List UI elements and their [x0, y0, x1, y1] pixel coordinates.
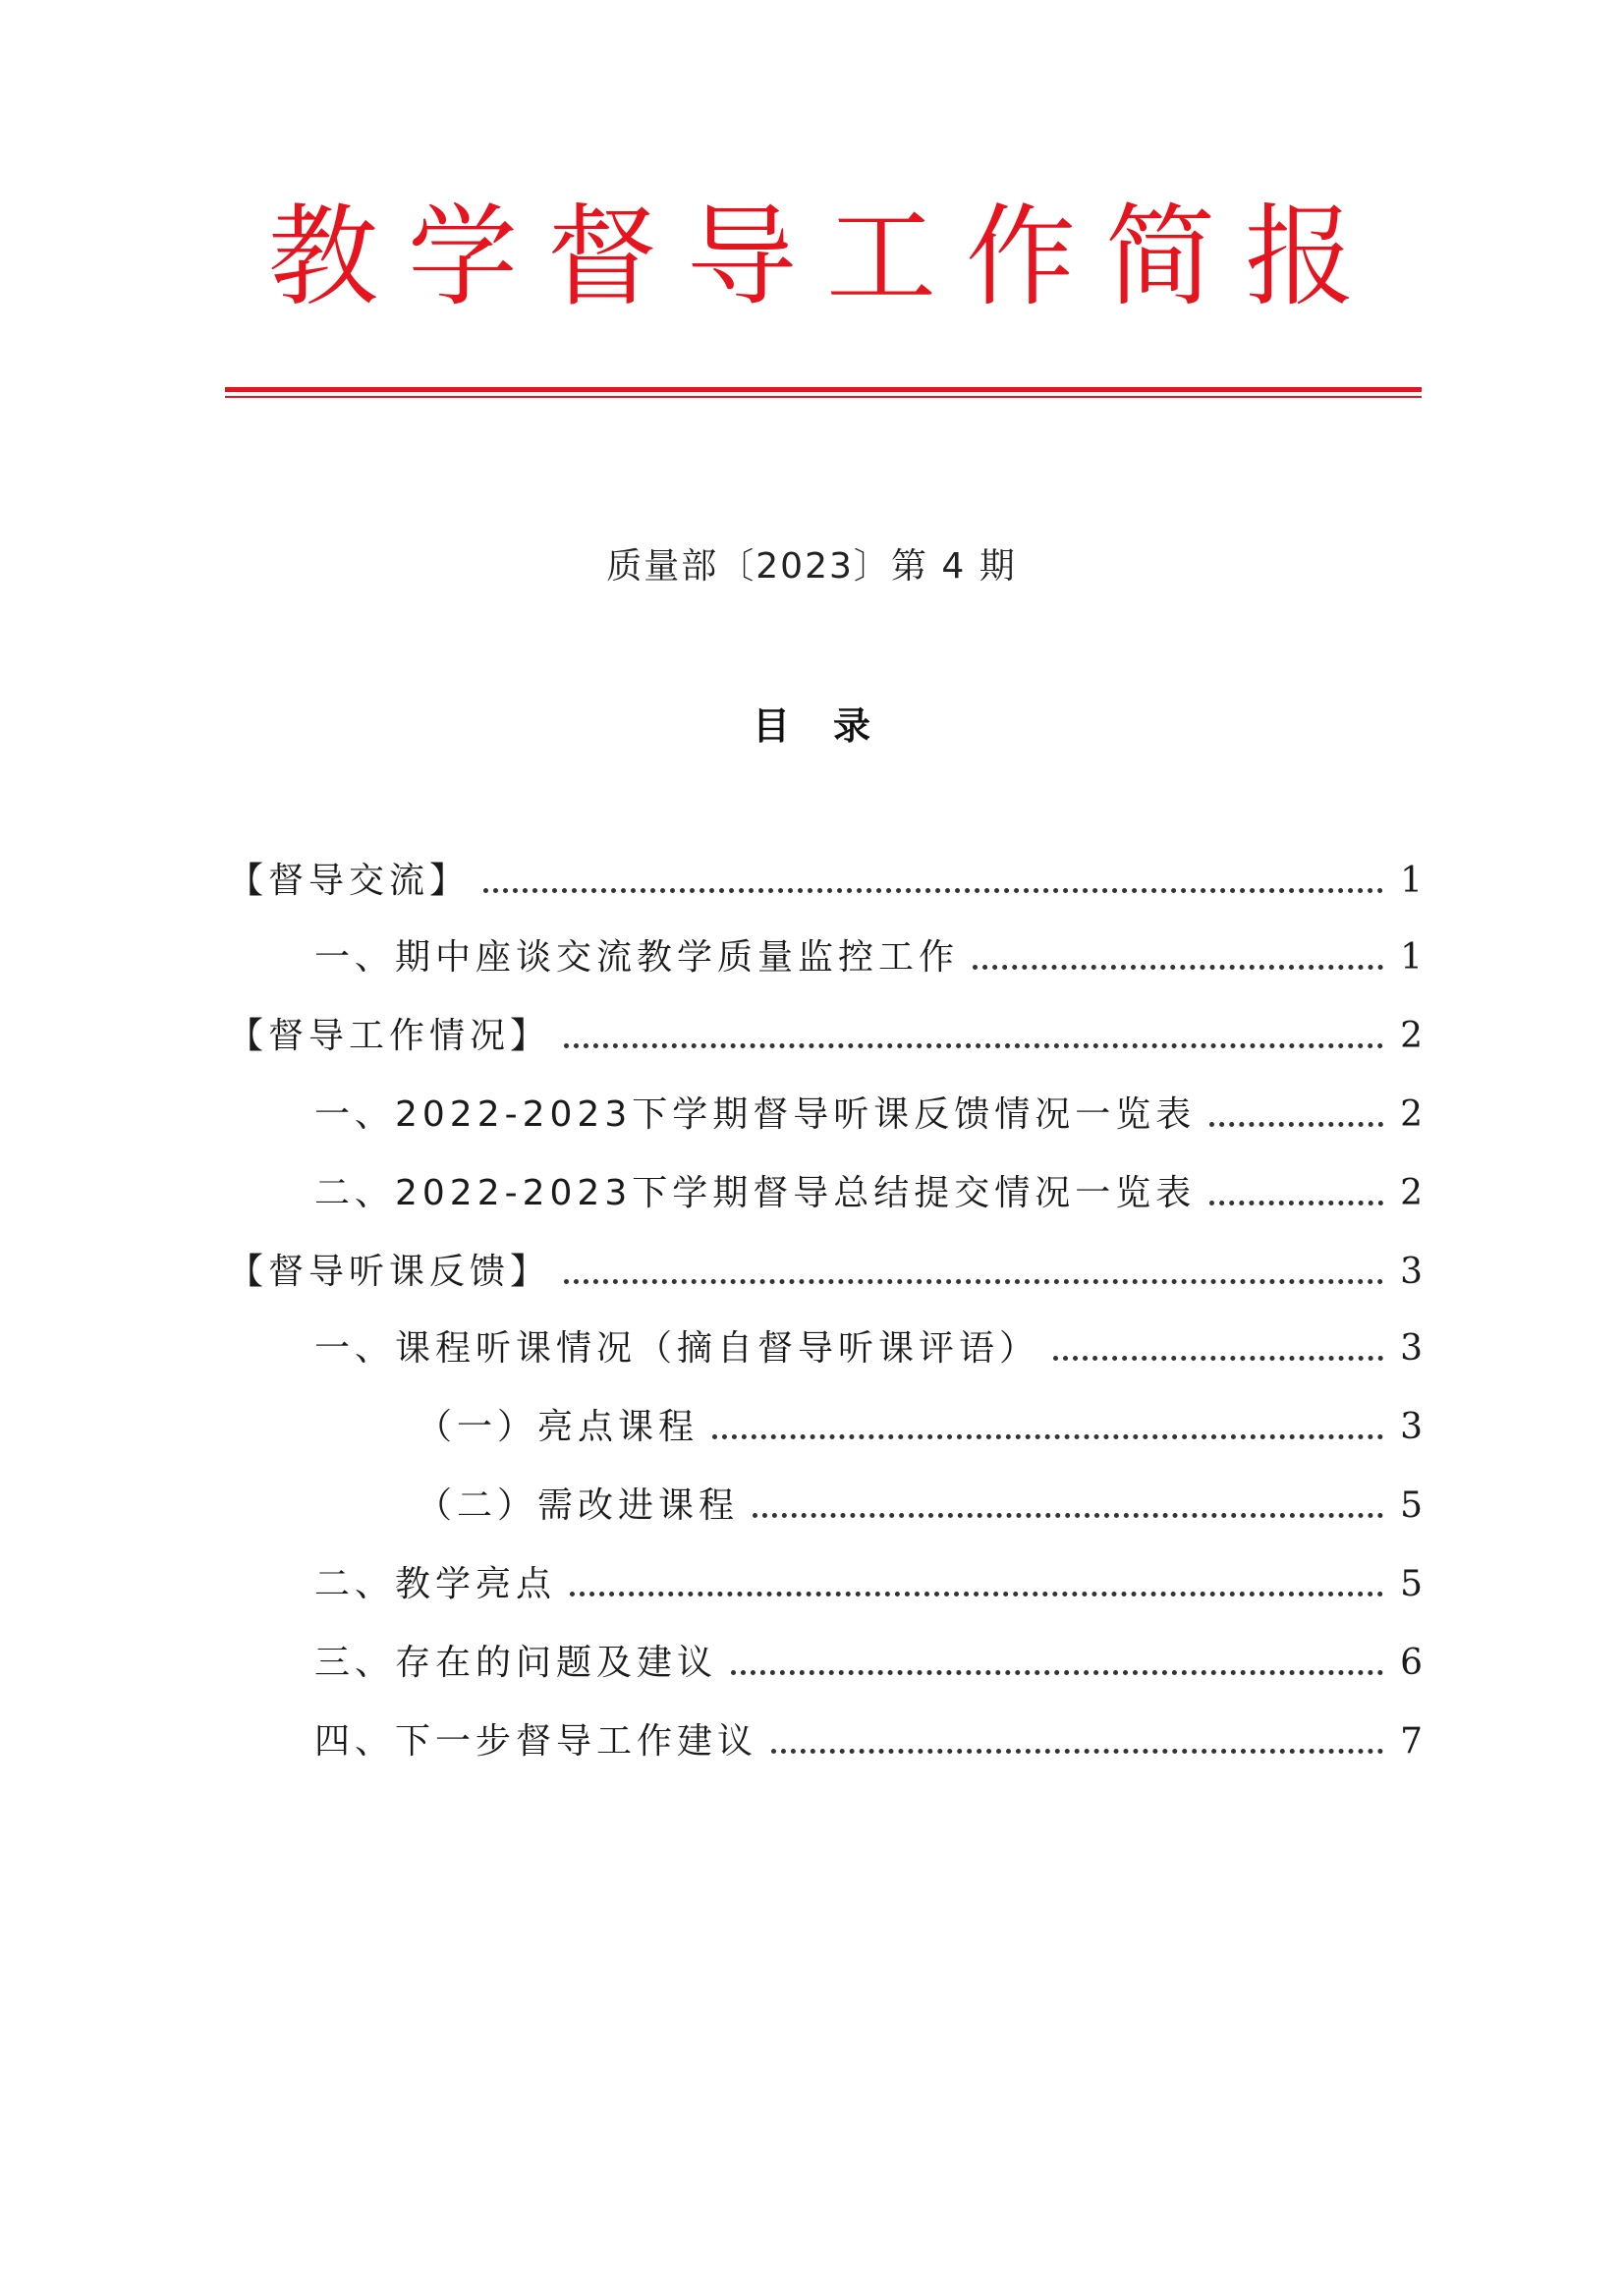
- toc-entry-page: 3: [1400, 1328, 1423, 1369]
- dot-leader: [771, 1749, 1383, 1754]
- toc-entry-label: （二）需改进课程: [417, 1485, 740, 1526]
- dot-leader: [564, 1043, 1383, 1048]
- toc-entry-label: 二、教学亮点: [314, 1564, 557, 1604]
- toc-entry-page: 3: [1400, 1252, 1423, 1292]
- toc-entry-lecture-feedback[interactable]: [228, 1248, 1423, 1297]
- toc-entry-page: 5: [1400, 1485, 1423, 1526]
- toc-entry-page: 2: [1400, 1173, 1423, 1213]
- toc-entry-label: 【督导交流】: [228, 861, 471, 901]
- issue-number: 质量部〔2023〕第 4 期: [606, 546, 1017, 587]
- dot-leader: [1053, 1356, 1383, 1361]
- dot-leader: [1209, 1201, 1383, 1205]
- toc-entry-label: 四、下一步督导工作建议: [314, 1721, 758, 1762]
- toc-entry-supervision-work[interactable]: [228, 1012, 1423, 1061]
- toc-entry-page: 1: [1400, 937, 1423, 978]
- toc-entry-midterm-forum[interactable]: [314, 933, 1423, 982]
- toc-entry-label: 一、2022-2023下学期督导听课反馈情况一览表: [314, 1094, 1197, 1135]
- toc-entry-label: 三、存在的问题及建议: [314, 1643, 718, 1683]
- toc-entry-next-steps[interactable]: [314, 1717, 1423, 1766]
- toc-entry-page: 2: [1400, 1016, 1423, 1056]
- toc-entry-label: 一、期中座谈交流教学质量监控工作: [314, 937, 960, 978]
- toc-entry-summary-table[interactable]: [314, 1169, 1423, 1218]
- toc-entry-problems-suggestions[interactable]: [314, 1639, 1423, 1688]
- dot-leader: [753, 1513, 1383, 1518]
- toc-entry-label: （一）亮点课程: [417, 1407, 700, 1447]
- dot-leader: [570, 1592, 1383, 1596]
- toc-entry-supervision-exchange[interactable]: [228, 857, 1423, 906]
- toc-entry-feedback-table[interactable]: [314, 1091, 1423, 1140]
- toc-entry-course-observation[interactable]: [314, 1324, 1423, 1373]
- toc-entry-page: 5: [1400, 1564, 1423, 1604]
- toc-entry-page: 6: [1400, 1643, 1423, 1683]
- toc-entry-label: 【督导听课反馈】: [228, 1252, 551, 1292]
- toc-entry-page: 2: [1400, 1094, 1423, 1135]
- toc-entry-teaching-highlights[interactable]: [314, 1560, 1423, 1609]
- toc-entry-page: 3: [1400, 1407, 1423, 1447]
- toc-entry-improve-courses[interactable]: [417, 1482, 1423, 1531]
- dot-leader: [973, 965, 1383, 970]
- toc-entry-highlight-courses[interactable]: [417, 1403, 1423, 1452]
- dot-leader: [483, 888, 1383, 893]
- dot-leader: [1209, 1122, 1383, 1127]
- dot-leader: [564, 1279, 1383, 1284]
- toc-title: 目录: [752, 704, 914, 748]
- dot-leader: [731, 1670, 1383, 1675]
- toc-entry-page: 1: [1400, 861, 1423, 901]
- toc-entry-label: 二、2022-2023下学期督导总结提交情况一览表: [314, 1173, 1197, 1213]
- toc-entry-label: 【督导工作情况】: [228, 1016, 551, 1056]
- dot-leader: [712, 1434, 1383, 1439]
- masthead-title: 教学督导工作简报: [268, 194, 1384, 321]
- toc-entry-label: 一、课程听课情况（摘自督导听课评语）: [314, 1328, 1040, 1369]
- toc-entry-page: 7: [1400, 1721, 1423, 1762]
